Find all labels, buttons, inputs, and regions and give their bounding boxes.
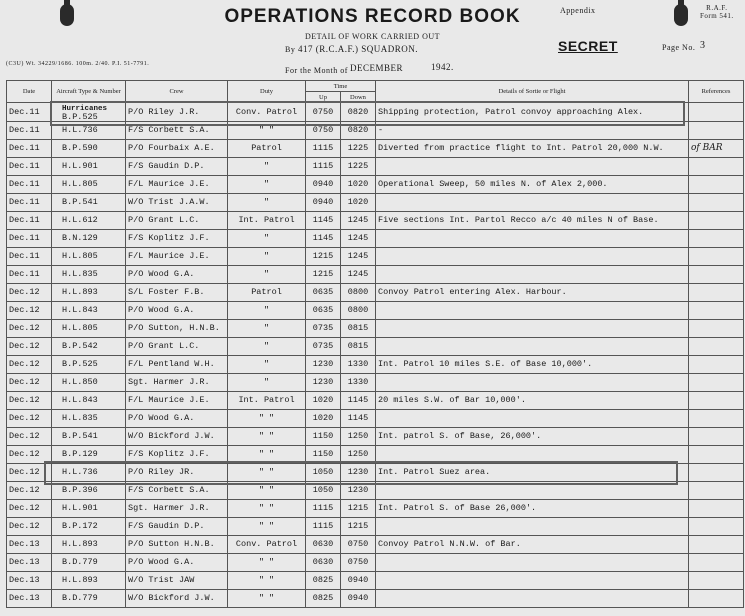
cell-up: 0940 bbox=[306, 176, 341, 194]
cell-down: 0940 bbox=[341, 572, 376, 590]
cell-date: Dec.12 bbox=[7, 500, 52, 518]
cell-up: 0635 bbox=[306, 284, 341, 302]
cell-crew: P/O Wood G.A. bbox=[126, 410, 228, 428]
cell-up: 1215 bbox=[306, 248, 341, 266]
cell-aircraft: H.L.612 bbox=[52, 212, 126, 230]
cell-details bbox=[376, 446, 689, 464]
cell-duty: " " bbox=[228, 572, 306, 590]
cell-crew: F/S Corbett S.A. bbox=[126, 122, 228, 140]
cell-date: Dec.12 bbox=[7, 320, 52, 338]
col-date: Date bbox=[7, 81, 52, 103]
cell-crew: W/O Bickford J.W. bbox=[126, 590, 228, 608]
cell-aircraft: H.L.835 bbox=[52, 266, 126, 284]
cell-date: Dec.11 bbox=[7, 176, 52, 194]
cell-date: Dec.13 bbox=[7, 590, 52, 608]
cell-crew: P/O Fourbaix A.E. bbox=[126, 140, 228, 158]
cell-date: Dec.12 bbox=[7, 518, 52, 536]
cell-up: 0635 bbox=[306, 302, 341, 320]
cell-references bbox=[689, 572, 744, 590]
cell-down: 0815 bbox=[341, 338, 376, 356]
appendix-label: Appendix bbox=[560, 6, 596, 15]
table-row bbox=[7, 320, 744, 338]
cell-duty: " " bbox=[228, 500, 306, 518]
cell-down: 1245 bbox=[341, 248, 376, 266]
cell-up: 0630 bbox=[306, 554, 341, 572]
cell-references bbox=[689, 194, 744, 212]
cell-date: Dec.12 bbox=[7, 338, 52, 356]
cell-up: 0825 bbox=[306, 572, 341, 590]
cell-details bbox=[376, 248, 689, 266]
cell-date: Dec.12 bbox=[7, 302, 52, 320]
col-up: Up bbox=[306, 92, 341, 103]
page-number-label: Page No. bbox=[662, 43, 696, 52]
cell-crew: P/O Wood G.A. bbox=[126, 266, 228, 284]
table-row bbox=[7, 158, 744, 176]
cell-crew: P/O Wood G.A. bbox=[126, 302, 228, 320]
cell-duty: Int. Patrol bbox=[228, 212, 306, 230]
cell-down: 1215 bbox=[341, 518, 376, 536]
cell-references bbox=[689, 103, 744, 122]
cell-details: - bbox=[376, 122, 689, 140]
cell-crew: W/O Bickford J.W. bbox=[126, 428, 228, 446]
cell-aircraft: B.P.541 bbox=[52, 428, 126, 446]
cell-crew: P/O Wood G.A. bbox=[126, 554, 228, 572]
cell-references bbox=[689, 446, 744, 464]
cell-details bbox=[376, 410, 689, 428]
cell-crew: P/O Sutton H.N.B. bbox=[126, 536, 228, 554]
cell-details bbox=[376, 482, 689, 500]
cell-down: 0820 bbox=[341, 103, 376, 122]
cell-aircraft: B.P.129 bbox=[52, 446, 126, 464]
cell-references bbox=[689, 176, 744, 194]
cell-crew: F/L Maurice J.E. bbox=[126, 392, 228, 410]
cell-references bbox=[689, 554, 744, 572]
cell-duty: " bbox=[228, 194, 306, 212]
cell-references bbox=[689, 248, 744, 266]
cell-references bbox=[689, 158, 744, 176]
col-crew: Crew bbox=[126, 81, 228, 103]
cell-references bbox=[689, 140, 744, 158]
cell-duty: " " bbox=[228, 590, 306, 608]
cell-details: Int. Patrol Suez area. bbox=[376, 464, 689, 482]
cell-crew: P/O Riley JR. bbox=[126, 464, 228, 482]
cell-crew: P/O Riley J.R. bbox=[126, 103, 228, 122]
cell-up: 1050 bbox=[306, 464, 341, 482]
table-row bbox=[7, 248, 744, 266]
cell-references bbox=[689, 356, 744, 374]
cell-references bbox=[689, 212, 744, 230]
table-row bbox=[7, 356, 744, 374]
cell-aircraft: H.L.893 bbox=[52, 536, 126, 554]
table-row bbox=[7, 176, 744, 194]
table-row bbox=[7, 103, 744, 122]
sortie-table bbox=[6, 80, 744, 608]
cell-down: 0750 bbox=[341, 536, 376, 554]
cell-references bbox=[689, 320, 744, 338]
cell-crew: P/O Sutton, H.N.B. bbox=[126, 320, 228, 338]
cell-details bbox=[376, 302, 689, 320]
cell-aircraft: H.L.805 bbox=[52, 320, 126, 338]
table-row bbox=[7, 212, 744, 230]
cell-up: 1115 bbox=[306, 518, 341, 536]
cell-details: Convoy Patrol entering Alex. Harbour. bbox=[376, 284, 689, 302]
cell-references bbox=[689, 338, 744, 356]
cell-aircraft bbox=[52, 103, 126, 122]
cell-date: Dec.11 bbox=[7, 158, 52, 176]
cell-date: Dec.11 bbox=[7, 266, 52, 284]
cell-details: 20 miles S.W. of Bar 10,000'. bbox=[376, 392, 689, 410]
cell-down: 0750 bbox=[341, 554, 376, 572]
cell-up: 0735 bbox=[306, 338, 341, 356]
cell-up: 0750 bbox=[306, 122, 341, 140]
cell-date: Dec.11 bbox=[7, 248, 52, 266]
table-row bbox=[7, 122, 744, 140]
cell-crew: W/O Trist JAW bbox=[126, 572, 228, 590]
cell-details bbox=[376, 230, 689, 248]
cell-duty: " " bbox=[228, 446, 306, 464]
cell-date: Dec.12 bbox=[7, 284, 52, 302]
table-row bbox=[7, 536, 744, 554]
cell-references bbox=[689, 122, 744, 140]
table-row bbox=[7, 194, 744, 212]
cell-aircraft: B.P.396 bbox=[52, 482, 126, 500]
cell-date: Dec.12 bbox=[7, 392, 52, 410]
cell-down: 1330 bbox=[341, 356, 376, 374]
cell-references bbox=[689, 284, 744, 302]
cell-up: 0825 bbox=[306, 590, 341, 608]
cell-details bbox=[376, 266, 689, 284]
cell-aircraft: B.P.172 bbox=[52, 518, 126, 536]
table-row bbox=[7, 590, 744, 608]
cell-down: 1020 bbox=[341, 176, 376, 194]
cell-duty: " " bbox=[228, 410, 306, 428]
cell-aircraft: B.P.525 bbox=[52, 356, 126, 374]
page-header bbox=[0, 0, 745, 80]
cell-down: 1230 bbox=[341, 482, 376, 500]
form-label: Form 541. bbox=[700, 12, 734, 20]
table-row bbox=[7, 374, 744, 392]
cell-date: Dec.13 bbox=[7, 572, 52, 590]
table-row bbox=[7, 410, 744, 428]
cell-references bbox=[689, 536, 744, 554]
cell-date: Dec.12 bbox=[7, 410, 52, 428]
cell-date: Dec.11 bbox=[7, 194, 52, 212]
cell-references bbox=[689, 392, 744, 410]
cell-down: 1245 bbox=[341, 230, 376, 248]
cell-down: 1145 bbox=[341, 410, 376, 428]
cell-crew: S/L Foster F.B. bbox=[126, 284, 228, 302]
table-row bbox=[7, 266, 744, 284]
cell-up: 1115 bbox=[306, 500, 341, 518]
cell-crew: F/S Koplitz J.F. bbox=[126, 446, 228, 464]
cell-references bbox=[689, 428, 744, 446]
table-row bbox=[7, 446, 744, 464]
cell-crew: F/S Gaudin D.P. bbox=[126, 518, 228, 536]
squadron-name: 417 (R.C.A.F.) SQUADRON. bbox=[298, 44, 419, 54]
cell-down: 1230 bbox=[341, 464, 376, 482]
cell-down: 1020 bbox=[341, 194, 376, 212]
cell-references bbox=[689, 230, 744, 248]
cell-aircraft: H.L.736 bbox=[52, 122, 126, 140]
cell-references bbox=[689, 464, 744, 482]
cell-date: Dec.13 bbox=[7, 536, 52, 554]
cell-duty: Patrol bbox=[228, 140, 306, 158]
cell-down: 1215 bbox=[341, 500, 376, 518]
cell-details: Int. Patrol 10 miles S.E. of Base 10,000'. bbox=[376, 356, 689, 374]
page-title: OPERATIONS RECORD BOOK bbox=[224, 6, 521, 27]
cell-aircraft: H.L.736 bbox=[52, 464, 126, 482]
cell-down: 1250 bbox=[341, 446, 376, 464]
cell-down: 1250 bbox=[341, 428, 376, 446]
cell-date: Dec.12 bbox=[7, 482, 52, 500]
cell-crew: Sgt. Harmer J.R. bbox=[126, 374, 228, 392]
cell-details: Convoy Patrol N.N.W. of Bar. bbox=[376, 536, 689, 554]
cell-duty: " bbox=[228, 320, 306, 338]
cell-up: 1145 bbox=[306, 212, 341, 230]
cell-duty: " bbox=[228, 158, 306, 176]
cell-references bbox=[689, 374, 744, 392]
cell-date: Dec.11 bbox=[7, 212, 52, 230]
cell-details bbox=[376, 194, 689, 212]
cell-date: Dec.11 bbox=[7, 140, 52, 158]
cell-details: Int. patrol S. of Base, 26,000'. bbox=[376, 428, 689, 446]
cell-down: 1330 bbox=[341, 374, 376, 392]
table-row bbox=[7, 428, 744, 446]
cell-details bbox=[376, 518, 689, 536]
table-row bbox=[7, 392, 744, 410]
cell-duty: " bbox=[228, 266, 306, 284]
cell-details: Shipping protection, Patrol convoy approaching Alex. bbox=[376, 103, 689, 122]
cell-details: Five sections Int. Partol Recco a/c 40 miles N of Base. bbox=[376, 212, 689, 230]
cell-aircraft: H.L.835 bbox=[52, 410, 126, 428]
cell-up: 1020 bbox=[306, 410, 341, 428]
cell-aircraft: H.L.901 bbox=[52, 158, 126, 176]
form-number bbox=[700, 4, 734, 20]
cell-up: 0630 bbox=[306, 536, 341, 554]
cell-aircraft: H.L.843 bbox=[52, 392, 126, 410]
cell-down: 1245 bbox=[341, 212, 376, 230]
month-value: DECEMBER bbox=[350, 63, 404, 73]
print-reference: (C3U) Wt. 34229/1686. 100m. 2/40. P.I. 51-7791. bbox=[6, 61, 150, 67]
table-row bbox=[7, 302, 744, 320]
table-row bbox=[7, 140, 744, 158]
cell-up: 1215 bbox=[306, 266, 341, 284]
cell-details: Int. Patrol S. of Base 26,000'. bbox=[376, 500, 689, 518]
col-references: References bbox=[689, 81, 744, 103]
detail-subtitle: DETAIL OF WORK CARRIED OUT bbox=[304, 32, 441, 41]
cell-aircraft: B.D.779 bbox=[52, 554, 126, 572]
cell-aircraft: H.L.805 bbox=[52, 248, 126, 266]
cell-details bbox=[376, 320, 689, 338]
cell-up: 0750 bbox=[306, 103, 341, 122]
cell-date: Dec.12 bbox=[7, 446, 52, 464]
cell-aircraft: H.L.893 bbox=[52, 572, 126, 590]
aircraft-number: B.P.525 bbox=[62, 111, 98, 122]
cell-date: Dec.12 bbox=[7, 428, 52, 446]
cell-crew: W/O Trist J.A.W. bbox=[126, 194, 228, 212]
cell-down: 1145 bbox=[341, 392, 376, 410]
cell-details bbox=[376, 554, 689, 572]
table-row bbox=[7, 572, 744, 590]
raf-label: R.A.F. bbox=[706, 4, 728, 12]
cell-aircraft: H.L.805 bbox=[52, 176, 126, 194]
cell-down: 1225 bbox=[341, 140, 376, 158]
cell-aircraft: H.L.843 bbox=[52, 302, 126, 320]
cell-duty: " bbox=[228, 230, 306, 248]
col-time: Time bbox=[306, 81, 376, 92]
by-label: By bbox=[285, 45, 296, 54]
cell-details: Diverted from practice flight to Int. Patrol 20,000 N.W. bbox=[376, 140, 689, 158]
cell-aircraft: H.L.850 bbox=[52, 374, 126, 392]
secret-stamp: SECRET bbox=[558, 38, 618, 54]
cell-down: 1245 bbox=[341, 266, 376, 284]
cell-references bbox=[689, 410, 744, 428]
cell-details bbox=[376, 158, 689, 176]
cell-aircraft: B.D.779 bbox=[52, 590, 126, 608]
cell-up: 1230 bbox=[306, 374, 341, 392]
cell-date: Dec.11 bbox=[7, 230, 52, 248]
cell-duty: " " bbox=[228, 554, 306, 572]
cell-down: 0800 bbox=[341, 284, 376, 302]
cell-references bbox=[689, 266, 744, 284]
cell-duty: Patrol bbox=[228, 284, 306, 302]
cell-details bbox=[376, 338, 689, 356]
cell-aircraft: B.N.129 bbox=[52, 230, 126, 248]
cell-duty: Int. Patrol bbox=[228, 392, 306, 410]
col-down: Down bbox=[341, 92, 376, 103]
page-number: 3 bbox=[700, 40, 706, 51]
cell-date: Dec.12 bbox=[7, 374, 52, 392]
col-details: Details of Sortie or Flight bbox=[376, 81, 689, 103]
cell-duty: Conv. Patrol bbox=[228, 103, 306, 122]
cell-references bbox=[689, 590, 744, 608]
table-row bbox=[7, 500, 744, 518]
cell-aircraft: H.L.893 bbox=[52, 284, 126, 302]
cell-date: Dec.11 bbox=[7, 122, 52, 140]
cell-duty: " bbox=[228, 302, 306, 320]
cell-crew: F/L Maurice J.E. bbox=[126, 248, 228, 266]
cell-crew: F/L Maurice J.E. bbox=[126, 176, 228, 194]
cell-down: 1225 bbox=[341, 158, 376, 176]
cell-duty: " bbox=[228, 248, 306, 266]
cell-crew: F/S Koplitz J.F. bbox=[126, 230, 228, 248]
cell-crew: F/L Pentland W.H. bbox=[126, 356, 228, 374]
table-row bbox=[7, 464, 744, 482]
cell-aircraft: B.P.541 bbox=[52, 194, 126, 212]
col-aircraft: Aircraft Type & Number bbox=[52, 81, 126, 103]
cell-up: 1145 bbox=[306, 230, 341, 248]
table-row bbox=[7, 554, 744, 572]
cell-duty: " " bbox=[228, 518, 306, 536]
cell-up: 1150 bbox=[306, 428, 341, 446]
cell-duty: " " bbox=[228, 482, 306, 500]
cell-up: 1115 bbox=[306, 158, 341, 176]
aircraft-type-heading: Hurricanes bbox=[62, 104, 108, 113]
cell-up: 1115 bbox=[306, 140, 341, 158]
handwritten-margin-note: of BAR bbox=[691, 143, 723, 153]
table-row bbox=[7, 338, 744, 356]
cell-date: Dec.12 bbox=[7, 464, 52, 482]
cell-duty: Conv. Patrol bbox=[228, 536, 306, 554]
cell-aircraft: B.P.590 bbox=[52, 140, 126, 158]
cell-details: Operational Sweep, 50 miles N. of Alex 2,000. bbox=[376, 176, 689, 194]
cell-crew: P/O Grant L.C. bbox=[126, 338, 228, 356]
year-value: 1942. bbox=[431, 62, 454, 72]
cell-down: 0820 bbox=[341, 122, 376, 140]
cell-up: 0940 bbox=[306, 194, 341, 212]
cell-down: 0800 bbox=[341, 302, 376, 320]
cell-up: 1020 bbox=[306, 392, 341, 410]
cell-references bbox=[689, 518, 744, 536]
cell-references bbox=[689, 302, 744, 320]
cell-crew: P/O Grant L.C. bbox=[126, 212, 228, 230]
cell-crew: F/S Corbett S.A. bbox=[126, 482, 228, 500]
cell-details bbox=[376, 590, 689, 608]
table-row bbox=[7, 482, 744, 500]
cell-duty: " " bbox=[228, 464, 306, 482]
cell-up: 1050 bbox=[306, 482, 341, 500]
cell-up: 1230 bbox=[306, 356, 341, 374]
cell-down: 0940 bbox=[341, 590, 376, 608]
cell-up: 0735 bbox=[306, 320, 341, 338]
col-duty: Duty bbox=[228, 81, 306, 103]
month-label: For the Month of bbox=[285, 66, 348, 75]
cell-date: Dec.12 bbox=[7, 356, 52, 374]
cell-duty: " bbox=[228, 338, 306, 356]
cell-references bbox=[689, 500, 744, 518]
cell-duty: " bbox=[228, 374, 306, 392]
cell-duty: " bbox=[228, 356, 306, 374]
table-row bbox=[7, 230, 744, 248]
cell-date: Dec.11 bbox=[7, 103, 52, 122]
cell-details bbox=[376, 572, 689, 590]
cell-crew: Sgt. Harmer J.R. bbox=[126, 500, 228, 518]
table-row bbox=[7, 284, 744, 302]
cell-references bbox=[689, 482, 744, 500]
cell-down: 0815 bbox=[341, 320, 376, 338]
cell-aircraft: H.L.901 bbox=[52, 500, 126, 518]
table-row bbox=[7, 518, 744, 536]
cell-duty: " " bbox=[228, 122, 306, 140]
cell-details bbox=[376, 374, 689, 392]
cell-crew: F/S Gaudin D.P. bbox=[126, 158, 228, 176]
cell-aircraft: B.P.542 bbox=[52, 338, 126, 356]
cell-up: 1150 bbox=[306, 446, 341, 464]
cell-duty: " " bbox=[228, 428, 306, 446]
cell-date: Dec.13 bbox=[7, 554, 52, 572]
cell-duty: " bbox=[228, 176, 306, 194]
